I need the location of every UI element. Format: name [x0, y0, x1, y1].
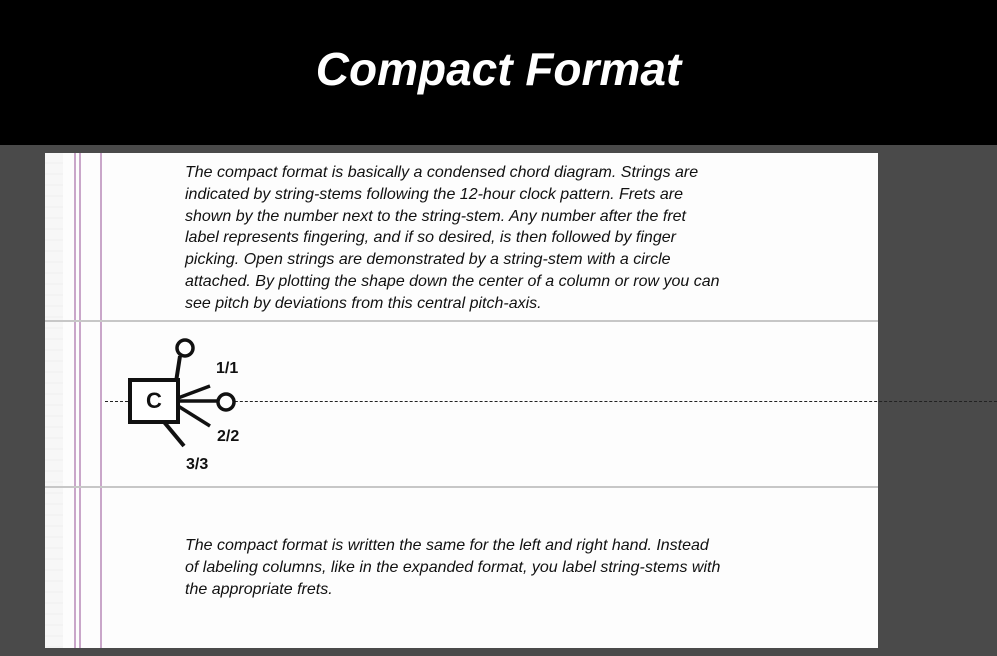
intro-line: shown by the number next to the string-stem. Any number after the fret	[185, 207, 686, 225]
open-string-circle-upper	[177, 340, 193, 356]
title-bar	[0, 0, 997, 145]
rule-line-upper	[45, 320, 878, 322]
margin-line-left	[74, 153, 76, 648]
open-string-circle-right	[218, 394, 234, 410]
string-stem-bottom	[164, 422, 184, 446]
intro-line: picking. Open strings are demonstrated by a string-stem with a circle	[185, 251, 671, 269]
paper-edge-texture	[45, 153, 63, 648]
chord-label: C	[146, 388, 162, 413]
intro-line: indicated by string-stems following the 12-hour clock pattern. Frets are	[185, 185, 684, 203]
compact-chord-diagram	[100, 330, 260, 475]
margin-line-middle	[79, 153, 81, 648]
intro-line: The compact format is basically a condensed chord diagram. Strings are	[185, 164, 699, 181]
fret-label-3-3: 3/3	[186, 456, 209, 473]
intro-line: label represents fingering, and if so desired, is then followed by finger	[185, 229, 676, 247]
closing-line: The compact format is written the same for the left and right hand. Instead	[185, 537, 709, 554]
closing-line: the appropriate frets.	[185, 580, 333, 598]
closing-line: of labeling columns, like in the expanded format, you label string-stems with	[185, 558, 721, 576]
intro-line: see pitch by deviations from this central pitch-axis.	[185, 294, 542, 312]
closing-paragraph	[185, 535, 720, 600]
intro-paragraph	[185, 162, 720, 315]
fret-label-2-2: 2/2	[217, 428, 240, 445]
fret-label-1-1: 1/1	[216, 360, 239, 377]
rule-line-lower	[45, 486, 878, 488]
intro-line: attached. By plotting the shape down the center of a column or row you can	[185, 272, 720, 290]
page-title: Compact Format	[315, 43, 682, 95]
